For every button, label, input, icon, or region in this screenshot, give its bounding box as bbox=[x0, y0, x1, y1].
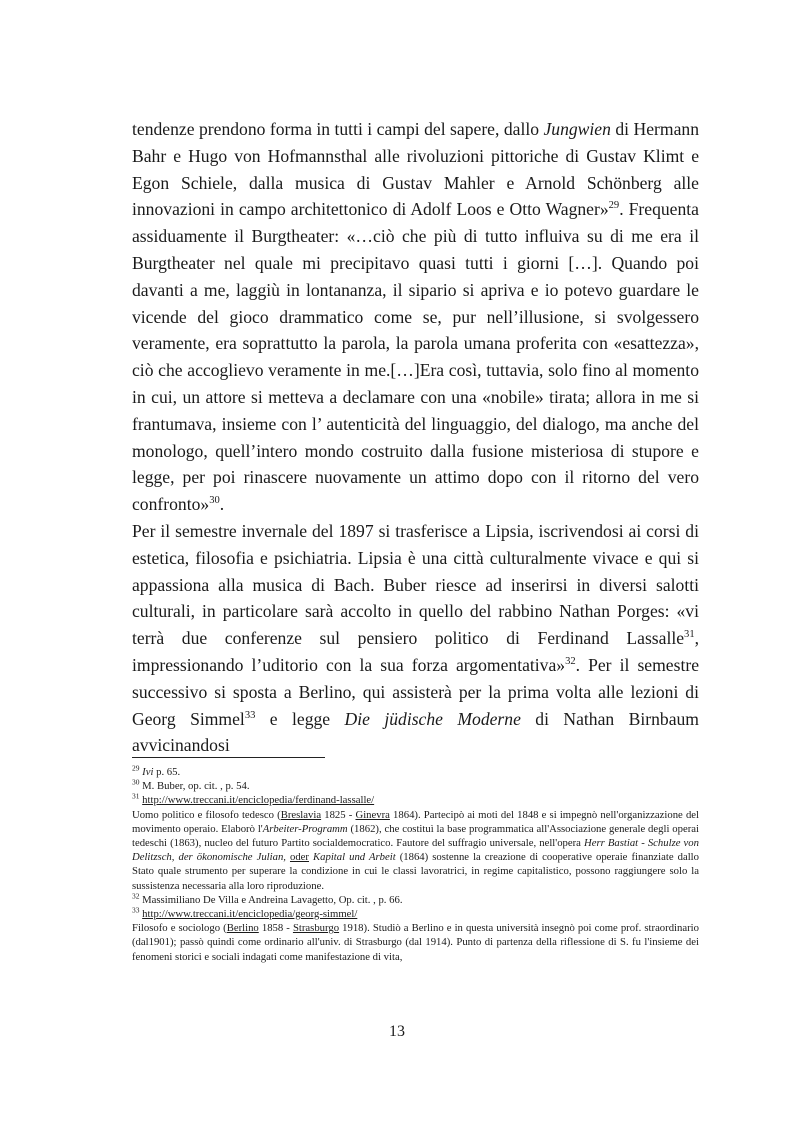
breslavia-link[interactable]: Breslavia bbox=[280, 808, 322, 821]
footnote-ref-33[interactable]: 33 bbox=[244, 709, 256, 721]
footnote-text: Uomo politico e filosofo tedesco ( bbox=[132, 808, 281, 821]
footnote-text: 1864). Partecipò ai moti del 1848 e si impegnò nell'organizzazione del movimento operaio. Elaborò l' bbox=[132, 808, 700, 835]
treccani-lassalle-link[interactable]: http://www.treccani.it/enciclopedia/ferdinand-lassalle/ bbox=[142, 794, 375, 807]
footnote-ref-30[interactable]: 30 bbox=[209, 495, 220, 507]
footnote-number: 31 bbox=[132, 791, 140, 801]
text-run: e legge bbox=[255, 708, 345, 729]
oder-link[interactable]: oder bbox=[289, 851, 309, 864]
treccani-simmel-link[interactable]: http://www.treccani.it/enciclopedia/georg-simmel/ bbox=[142, 908, 358, 921]
footnote-text: 1858 - bbox=[258, 922, 293, 935]
footnote-italic: Arbeiter-Programm bbox=[262, 822, 348, 835]
footnote-text: 1918). Studiò a Berlino e in questa università insegnò poi come prof. straordinario (dal1901); passò quindi come ordinario all'univ. di Strasburgo (dal 1914). Punto di partenza della riflessione di S. fu l'insieme dei fenomeni storici e sociali indagati come manifestazione di vita, bbox=[132, 922, 699, 963]
footnote-text: (1864) sostenne la creazione di cooperative operaie finanziate dallo Stato quale strumento per superare la condizione in cui le classi lavoratrici, in regime capitalistico, possono raggiungere solo la sussistenza necessaria alla loro riproduzione. bbox=[132, 851, 699, 892]
footnote-number: 32 bbox=[132, 891, 140, 901]
footnote-text: (1862), che costituì la base programmatica all'Associazione generale degli operai tedeschi (1863), nucleo del futuro Partito socialdemocratico. Fautore del suffragio universale, nell'opera bbox=[132, 822, 699, 850]
footnote-text: Filosofo e sociologo ( bbox=[132, 922, 227, 935]
footnote-29 bbox=[132, 765, 699, 779]
footnote-30 bbox=[132, 779, 699, 793]
italic-title-jungwien: Jungwien bbox=[543, 119, 611, 139]
berlino-link[interactable]: Berlino bbox=[226, 922, 259, 935]
footnote-italic: Herr Bastiat - Schulze von Delitzsch, der ökonomische Julian, bbox=[132, 837, 699, 864]
paragraph-1 bbox=[132, 116, 699, 518]
ginevra-link[interactable]: Ginevra bbox=[355, 808, 390, 821]
footnote-31-description bbox=[132, 808, 699, 893]
footnote-italic: Kapital und Arbeit bbox=[308, 851, 396, 864]
text-run: . Per il semestre successivo si sposta a Berlino, qui assisterà per la prima volta alle lezioni di Georg Simmel bbox=[132, 654, 700, 729]
footnote-number: 30 bbox=[132, 777, 140, 787]
footnote-ref-32[interactable]: 32 bbox=[565, 656, 576, 668]
footnote-33-description bbox=[132, 921, 699, 964]
footnote-ref-31[interactable]: 31 bbox=[684, 629, 695, 641]
footnote-text: Massimiliano De Villa e Andreina Lavagetto, Op. cit. , p. 66. bbox=[139, 893, 403, 906]
text-run: . bbox=[219, 494, 225, 515]
footnote-text: p. 65. bbox=[153, 766, 181, 778]
footnotes bbox=[132, 765, 699, 964]
footnote-separator bbox=[132, 757, 325, 758]
page-number: 13 bbox=[389, 1023, 405, 1040]
text-run: di Nathan Birnbaum avvicinandosi bbox=[132, 708, 699, 756]
paragraph-2 bbox=[132, 518, 699, 759]
footnote-italic: Ivi bbox=[142, 766, 154, 778]
text-run: , impressionando l’uditorio con la sua forza argomentativa» bbox=[132, 628, 699, 675]
text-run: Per il semestre invernale del 1897 si trasferisce a Lipsia, iscrivendosi ai corsi di estetica, filosofia e psichiatria. Lipsia è una città culturalmente vivace e qui si appassiona alla musica di Bach. Buber riesce ad inserirsi in diversi salotti culturali, in particolare sarà accolto in quello del rabbino Nathan Porges: «vi terrà due conferenze sul pensiero politico di Ferdinand Lassalle bbox=[132, 520, 699, 649]
main-text bbox=[132, 116, 699, 759]
italic-title-die-judische-moderne: Die jüdische Moderne bbox=[344, 708, 521, 729]
text-run: tendenze prendono forma in tutti i campi del sapere, dallo bbox=[132, 119, 544, 139]
strasburgo-link[interactable]: Strasburgo bbox=[292, 922, 340, 935]
footnote-text: M. Buber, op. cit. , p. 54. bbox=[139, 780, 250, 793]
footnote-text: 1825 - bbox=[321, 808, 356, 821]
footnote-ref-29[interactable]: 29 bbox=[608, 200, 620, 212]
footnote-number: 29 bbox=[132, 763, 140, 773]
footnote-33 bbox=[132, 907, 699, 921]
text-run: . Frequenta assiduamente il Burgtheater: «…ciò che più di tutto influiva su di me era il Burgtheater nel quale mi precipitavo quasi tutti i giorni […]. Quando poi davanti a me, laggiù in lontananza, il sipario si apriva e io potevo guardare le vicende del gioco drammatico come se, pur nell’illusione, si svolgessero veramente, era soprattutto la parola, la parola umana proferita con «esattezza», ciò che accoglievo veramente in me.[…]Era così, tuttavia, solo fino al momento in cui, un attore si metteva a declamare con una «nobile» tirata; allora in me si frantumava, insieme con l’ autenticità del linguaggio, del dialogo, ma anche del monologo, quell’intero mondo costruito dalla fusione misteriosa di stupore e legge, per poi rinascere nuovamente un attimo dopo con il ritorno del vero confronto» bbox=[132, 199, 699, 515]
footnote-32 bbox=[132, 893, 699, 907]
text-run: di Hermann Bahr e Hugo von Hofmannsthal alle rivoluzioni pittoriche di Gustav Klimt e Egon Schiele, dalla musica di Gustav Mahler e Arnold Schönberg alle innovazioni in campo architettonico di Adolf Loos e Otto Wagner» bbox=[132, 119, 699, 220]
footnote-number: 33 bbox=[132, 905, 140, 915]
footnote-31 bbox=[132, 793, 699, 807]
